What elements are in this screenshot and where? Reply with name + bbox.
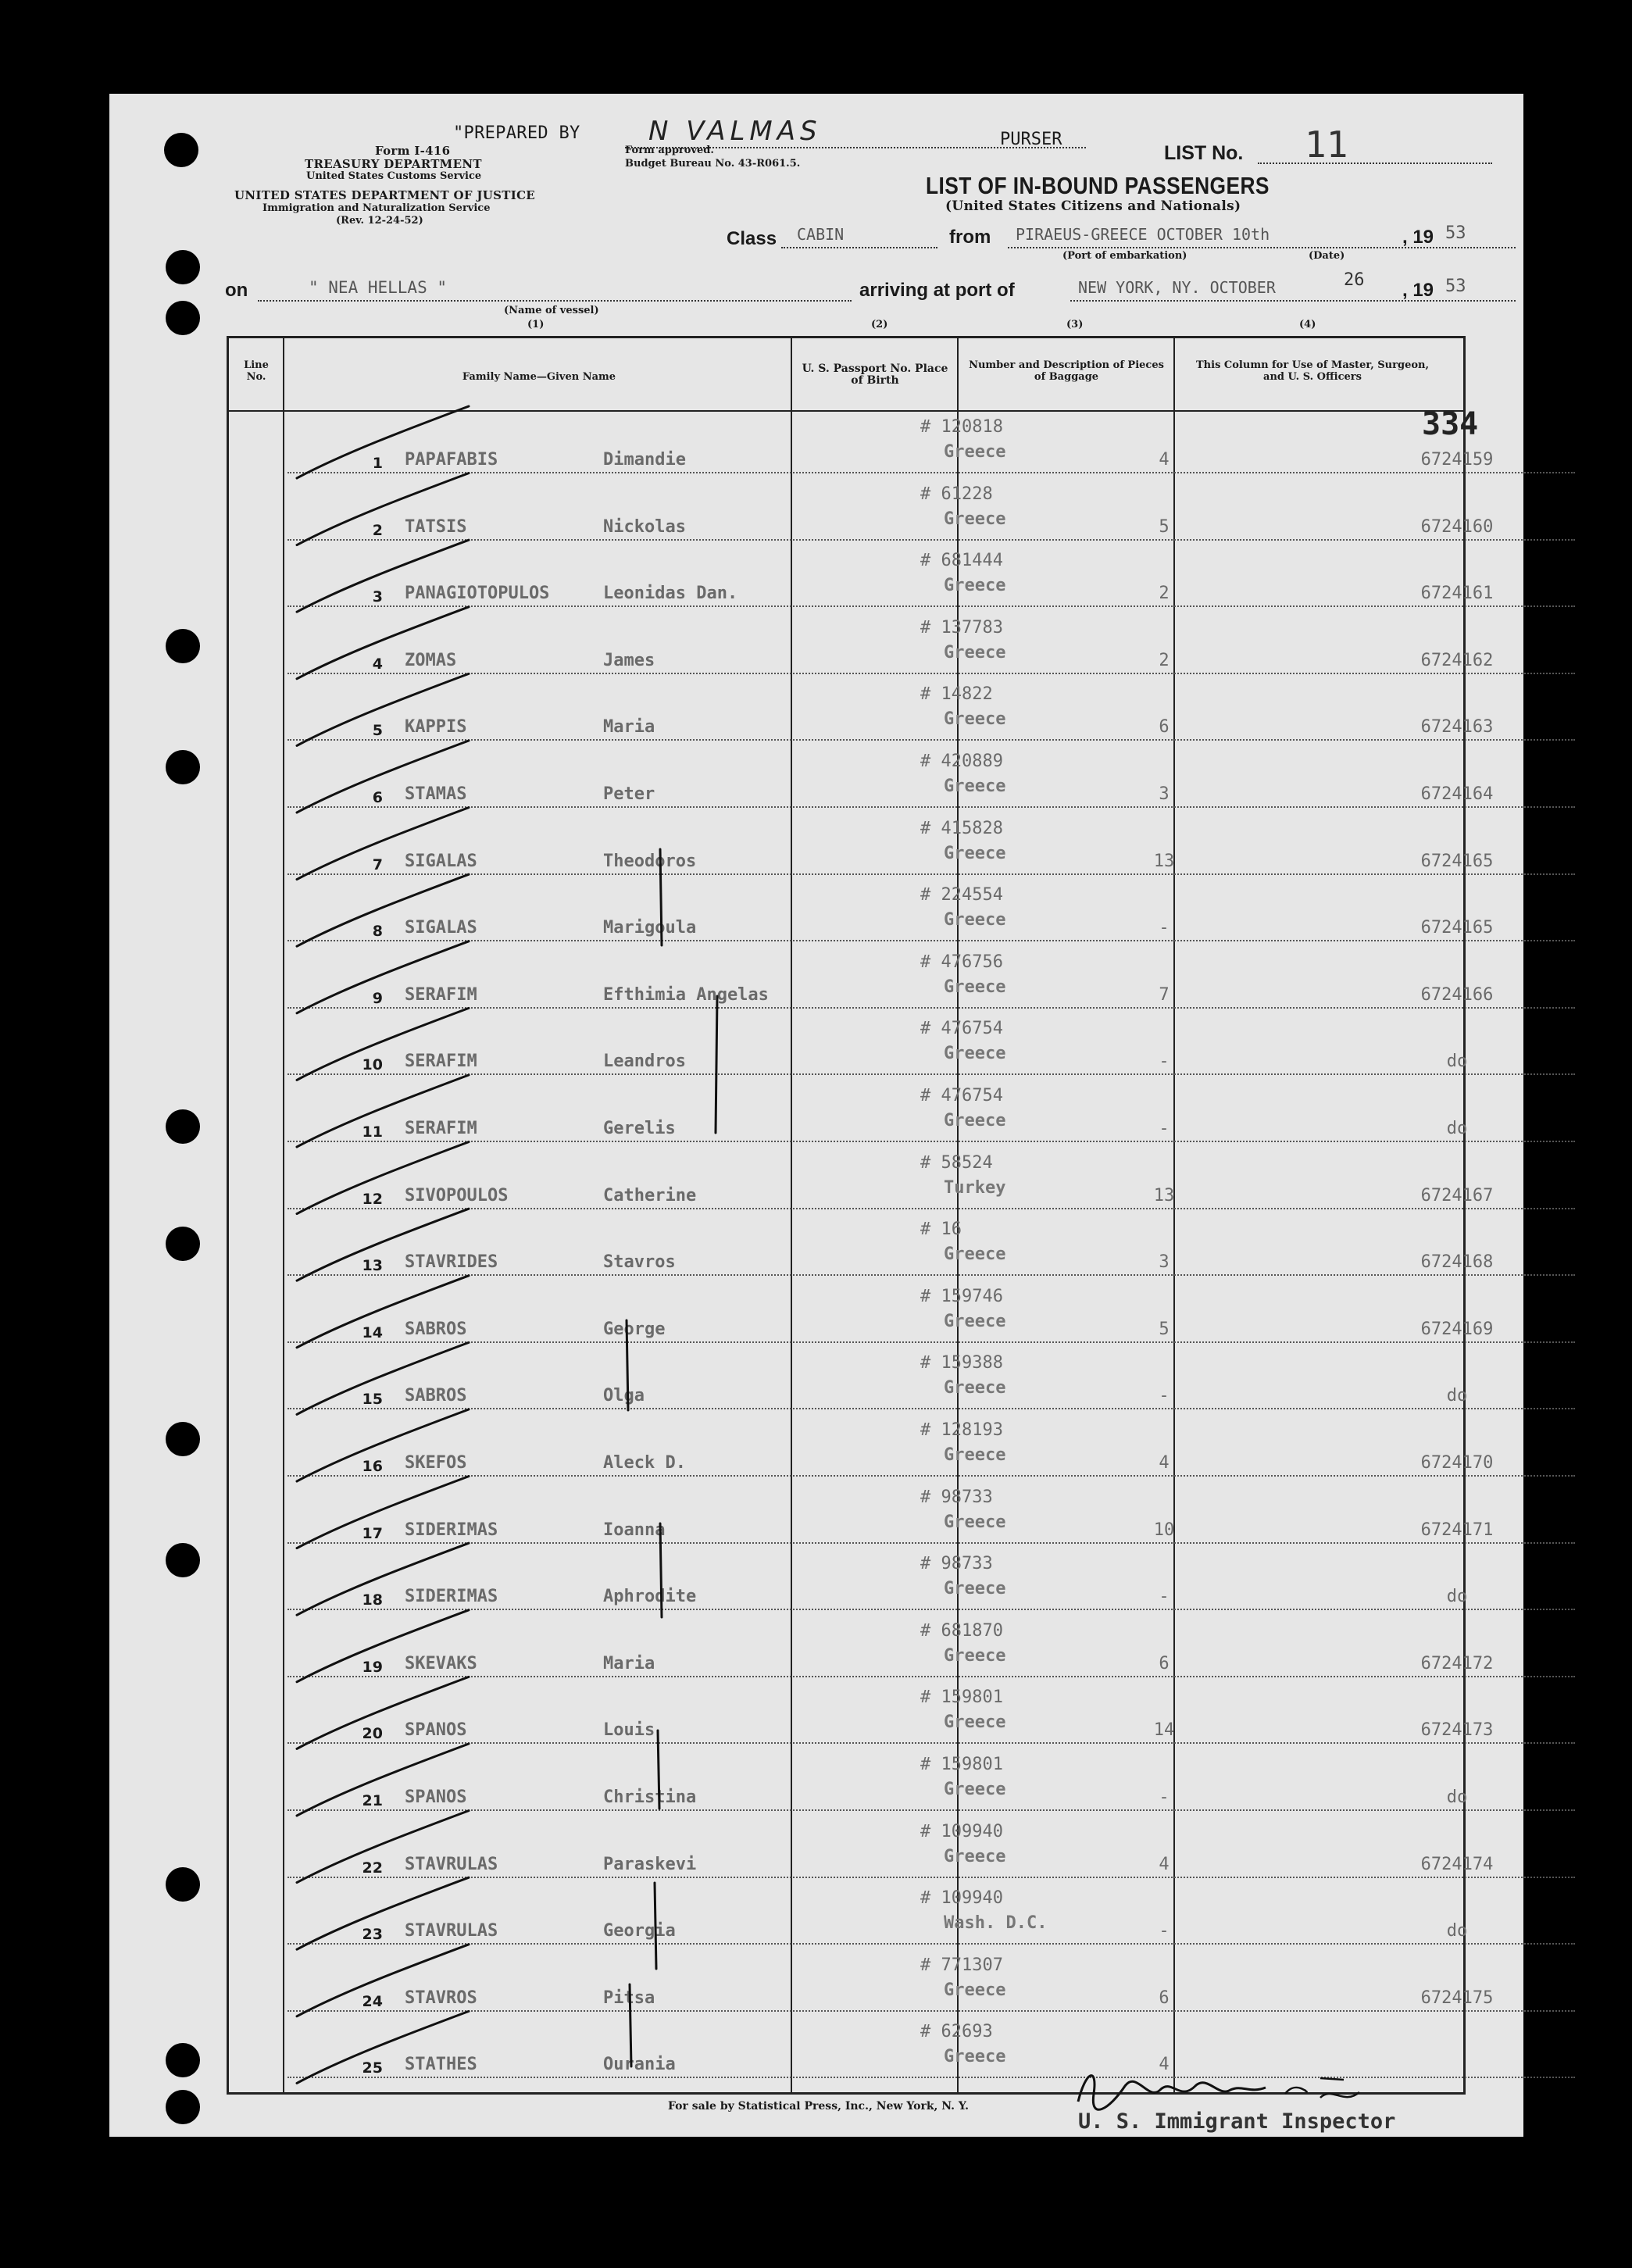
- col-4-caption: (4): [1299, 319, 1316, 330]
- col-header-officers: This Column for Use of Master, Surgeon, and U. S. Officers: [1196, 359, 1429, 383]
- passport-number: # 98733: [920, 1487, 993, 1507]
- line-number: 19: [362, 1658, 383, 1676]
- from-label: from: [949, 227, 991, 248]
- given-name: George: [603, 1319, 666, 1339]
- baggage-count: 2: [1159, 584, 1170, 604]
- check-mark: [297, 1677, 469, 1748]
- arrival-port: NEW YORK, NY. OCTOBER: [1078, 278, 1276, 297]
- baggage-count: 5: [1159, 1319, 1170, 1339]
- check-mark: [297, 1142, 469, 1214]
- given-name: Maria: [603, 1653, 655, 1673]
- form-approved: Form approved.: [625, 145, 714, 156]
- family-name: SABROS: [405, 1386, 467, 1406]
- line-number: 14: [362, 1323, 383, 1341]
- passport-number: # 120818: [920, 417, 1003, 437]
- passport-number: # 159801: [920, 1688, 1003, 1708]
- col-header-name: Family Name—Given Name: [462, 371, 616, 383]
- passport-number: # 159388: [920, 1353, 1003, 1373]
- given-name: James: [603, 650, 655, 670]
- passport-number: # 16: [920, 1220, 962, 1240]
- place-of-birth: Greece: [944, 777, 1006, 796]
- family-name: PANAGIOTOPULOS: [405, 584, 550, 604]
- place-of-birth: Greece: [944, 1512, 1006, 1532]
- passport-number: # 476756: [920, 952, 1003, 972]
- given-name: Aleck D.: [603, 1453, 686, 1473]
- family-name: SABROS: [405, 1319, 467, 1339]
- officer-number: 6724165: [1420, 851, 1494, 871]
- passport-number: # 681444: [920, 551, 1003, 571]
- family-name: SIVOPOULOS: [405, 1185, 509, 1205]
- family-name: STAVROS: [405, 1988, 477, 2008]
- manifest-page: [109, 94, 1523, 2137]
- rev-date: (Rev. 12-24-52): [336, 215, 423, 227]
- purser-label: PURSER: [1000, 130, 1062, 149]
- given-name: Pitsa: [603, 1988, 655, 2008]
- given-name: Maria: [603, 717, 655, 738]
- year-1-prefix: , 19: [1402, 227, 1434, 248]
- given-name: Ourania: [603, 2055, 676, 2075]
- baggage-count: 6: [1159, 1653, 1170, 1673]
- family-name: STAMAS: [405, 784, 467, 804]
- baggage-count: 6: [1159, 1988, 1170, 2008]
- officer-number: do: [1446, 1386, 1468, 1406]
- officer-number: 6724174: [1420, 1854, 1494, 1874]
- place-of-birth: Greece: [944, 1044, 1006, 1064]
- line-number: 21: [362, 1792, 383, 1809]
- family-name: SIGALAS: [405, 918, 477, 938]
- officer-number: 6724161: [1420, 584, 1494, 604]
- officer-number: 6724166: [1420, 984, 1494, 1005]
- date-caption: (Date): [1309, 250, 1345, 262]
- inspector-signature: [1062, 2063, 1391, 2117]
- form-subtitle: (United States Citizens and Nationals): [945, 198, 1241, 214]
- year-2-digits: 53: [1445, 277, 1466, 296]
- treasury-dept: TREASURY DEPARTMENT: [305, 157, 482, 171]
- line-number: 23: [362, 1926, 383, 1944]
- passport-number: # 62693: [920, 2022, 993, 2042]
- officer-number: 6724160: [1420, 516, 1494, 537]
- inspector-caption: U. S. Immigrant Inspector: [1078, 2109, 1396, 2134]
- baggage-count: 4: [1159, 1854, 1170, 1874]
- given-name: Ioanna: [603, 1520, 666, 1540]
- from-value: PIRAEUS-GREECE OCTOBER 10th: [1016, 225, 1270, 244]
- year-2-prefix: , 19: [1402, 280, 1434, 301]
- arriving-label: arriving at port of: [859, 280, 1015, 301]
- port-embark-caption: (Port of embarkation): [1062, 250, 1187, 262]
- given-name: Efthimia Angelas: [603, 984, 769, 1005]
- check-mark: [297, 2011, 469, 2083]
- given-name: Paraskevi: [603, 1854, 697, 1874]
- class-label: Class: [727, 228, 777, 249]
- check-mark: [297, 1075, 469, 1147]
- officer-number: 6724162: [1420, 650, 1494, 670]
- family-name: SKEVAKS: [405, 1653, 477, 1673]
- place-of-birth: Greece: [944, 2047, 1006, 2067]
- officer-number: do: [1446, 1119, 1468, 1138]
- vessel-name: " NEA HELLAS ": [309, 278, 448, 297]
- check-mark: [297, 1276, 469, 1348]
- check-mark: [297, 406, 469, 478]
- list-no-label: LIST No.: [1164, 142, 1244, 164]
- passport-number: # 224554: [920, 885, 1003, 905]
- passport-number: # 476754: [920, 1019, 1003, 1039]
- place-of-birth: Greece: [944, 1645, 1006, 1666]
- place-of-birth: Greece: [944, 1445, 1006, 1465]
- family-name: SIGALAS: [405, 851, 477, 871]
- list-no-value: 11: [1305, 123, 1348, 166]
- officer-number: 6724171: [1420, 1520, 1494, 1540]
- given-name: Theodoros: [603, 851, 697, 871]
- baggage-count: -: [1159, 1386, 1170, 1406]
- place-of-birth: Greece: [944, 642, 1006, 663]
- officer-number: 6724169: [1420, 1319, 1494, 1339]
- doj: UNITED STATES DEPARTMENT OF JUSTICE: [234, 188, 536, 202]
- check-mark: [297, 1877, 469, 1949]
- line-number: 4: [372, 655, 383, 673]
- given-name: Leonidas Dan.: [603, 584, 738, 604]
- place-of-birth: Greece: [944, 1378, 1006, 1398]
- line-number: 18: [362, 1591, 383, 1609]
- passport-number: # 681870: [920, 1620, 1003, 1641]
- form-number: Form I-416: [375, 144, 451, 158]
- col-header-line-no: Line No.: [244, 359, 269, 383]
- family-name: SKEFOS: [405, 1453, 467, 1473]
- vessel-caption: (Name of vessel): [504, 305, 599, 316]
- passport-number: # 109940: [920, 1821, 1003, 1841]
- baggage-count: 4: [1159, 2055, 1170, 2075]
- given-name: Nickolas: [603, 516, 686, 537]
- customs-service: United States Customs Service: [306, 170, 482, 182]
- place-of-birth: Greece: [944, 1111, 1006, 1130]
- baggage-count: 4: [1159, 450, 1170, 470]
- check-mark: [297, 741, 469, 813]
- line-number: 24: [362, 1992, 383, 2010]
- baggage-count: 13: [1153, 1185, 1175, 1205]
- place-of-birth: Greece: [944, 1713, 1006, 1733]
- given-name: Catherine: [603, 1185, 697, 1205]
- passport-number: # 159746: [920, 1286, 1003, 1306]
- baggage-count: 3: [1159, 1252, 1170, 1273]
- line-number: 15: [362, 1391, 383, 1409]
- baggage-count: -: [1159, 1921, 1170, 1941]
- family-name: TATSIS: [405, 516, 467, 537]
- col-header-baggage: Number and Description of Pieces of Baggage: [969, 359, 1164, 383]
- family-name: SERAFIM: [405, 1119, 477, 1138]
- line-number: 1: [372, 455, 383, 472]
- check-mark: [297, 473, 469, 545]
- line-number: 17: [362, 1524, 383, 1542]
- place-of-birth: Greece: [944, 910, 1006, 930]
- given-name: Aphrodite: [603, 1587, 697, 1607]
- place-of-birth: Wash. D.C.: [944, 1913, 1048, 1934]
- given-name: Stavros: [603, 1252, 676, 1273]
- line-number: 2: [372, 521, 383, 539]
- officer-number: do: [1446, 1052, 1468, 1072]
- line-number: 10: [362, 1056, 383, 1074]
- place-of-birth: Greece: [944, 1245, 1006, 1265]
- baggage-count: 7: [1159, 984, 1170, 1005]
- check-mark: [297, 1409, 469, 1481]
- family-name: STAVRULAS: [405, 1854, 498, 1874]
- family-name: SERAFIM: [405, 984, 477, 1005]
- check-mark: [297, 1744, 469, 1816]
- check-mark: [297, 941, 469, 1013]
- place-of-birth: Greece: [944, 576, 1006, 596]
- officer-number: 6724167: [1420, 1185, 1494, 1205]
- given-name: Louis: [603, 1720, 655, 1741]
- place-of-birth: Greece: [944, 1780, 1006, 1799]
- line-number: 13: [362, 1257, 383, 1275]
- baggage-count: 3: [1159, 784, 1170, 804]
- passport-number: # 98733: [920, 1554, 993, 1574]
- prepared-by-label: "PREPARED BY: [453, 123, 580, 143]
- place-of-birth: Greece: [944, 1579, 1006, 1599]
- col-header-passport: U. S. Passport No. Place of Birth: [802, 363, 948, 387]
- passport-number: # 109940: [920, 1888, 1003, 1909]
- line-number: 8: [372, 923, 383, 941]
- baggage-count: 13: [1153, 851, 1175, 871]
- place-of-birth: Greece: [944, 509, 1006, 529]
- baggage-count: -: [1159, 1052, 1170, 1072]
- family-name: SIDERIMAS: [405, 1587, 498, 1607]
- officer-number: 6724172: [1420, 1653, 1494, 1673]
- officer-number: 6724168: [1420, 1252, 1494, 1273]
- passport-number: # 137783: [920, 617, 1003, 638]
- passport-number: # 415828: [920, 818, 1003, 838]
- officer-number: do: [1446, 1587, 1468, 1607]
- line-number: 3: [372, 588, 383, 606]
- family-name: PAPAFABIS: [405, 450, 498, 470]
- officer-number: do: [1446, 1921, 1468, 1941]
- passport-number: # 159801: [920, 1755, 1003, 1774]
- line-number: 16: [362, 1458, 383, 1475]
- officer-number: do: [1446, 1788, 1468, 1807]
- place-of-birth: Greece: [944, 843, 1006, 863]
- family-name: STAVRULAS: [405, 1921, 498, 1941]
- officer-number: 6724173: [1420, 1720, 1494, 1741]
- line-number: 11: [362, 1123, 383, 1141]
- check-mark: [297, 808, 469, 880]
- baggage-count: -: [1159, 1788, 1170, 1807]
- place-of-birth: Turkey: [944, 1177, 1006, 1198]
- officer-number: 6724175: [1420, 1988, 1494, 2008]
- line-number: 6: [372, 789, 383, 806]
- given-name: Dimandie: [603, 450, 686, 470]
- given-name: Georgia: [603, 1921, 676, 1941]
- on-label: on: [225, 280, 248, 301]
- line-number: 5: [372, 722, 383, 740]
- family-name: ZOMAS: [405, 650, 457, 670]
- place-of-birth: Greece: [944, 709, 1006, 730]
- given-name: Christina: [603, 1788, 697, 1807]
- line-number: 12: [362, 1190, 383, 1208]
- ins: Immigration and Naturalization Service: [262, 202, 491, 214]
- family-name: SPANOS: [405, 1720, 467, 1741]
- baggage-count: 10: [1153, 1520, 1175, 1540]
- officer-number: 6724163: [1420, 717, 1494, 738]
- place-of-birth: Greece: [944, 1980, 1006, 2000]
- check-mark: [297, 540, 469, 612]
- passport-number: # 771307: [920, 1955, 1003, 1975]
- line-number: 7: [372, 855, 383, 873]
- officer-number: 6724159: [1420, 450, 1494, 470]
- family-name: SPANOS: [405, 1788, 467, 1807]
- check-mark: [297, 1945, 469, 2016]
- check-mark: [297, 1610, 469, 1682]
- class-value: CABIN: [797, 225, 845, 244]
- arrival-day: 26: [1344, 270, 1365, 290]
- family-name: SERAFIM: [405, 1052, 477, 1072]
- place-of-birth: Greece: [944, 1311, 1006, 1331]
- check-mark: [297, 607, 469, 679]
- passport-number: # 128193: [920, 1420, 1003, 1440]
- family-name: STATHES: [405, 2055, 477, 2075]
- baggage-count: -: [1159, 1587, 1170, 1607]
- line-number: 9: [372, 989, 383, 1007]
- officer-number: 6724164: [1420, 784, 1494, 804]
- baggage-count: 6: [1159, 717, 1170, 738]
- officer-number: 6724165: [1420, 918, 1494, 938]
- baggage-count: 2: [1159, 650, 1170, 670]
- form-title: LIST OF IN-BOUND PASSENGERS: [926, 172, 1270, 199]
- given-name: Gerelis: [603, 1119, 676, 1138]
- baggage-count: 4: [1159, 1453, 1170, 1473]
- passport-number: # 61228: [920, 484, 993, 504]
- check-mark: [297, 1477, 469, 1548]
- officer-number: 6724170: [1420, 1453, 1494, 1473]
- place-of-birth: Greece: [944, 977, 1006, 997]
- check-mark: [297, 874, 469, 946]
- place-of-birth: Greece: [944, 1846, 1006, 1866]
- passport-number: # 420889: [920, 752, 1003, 771]
- budget-bureau: Budget Bureau No. 43-R061.5.: [625, 158, 801, 170]
- passport-number: # 58524: [920, 1152, 993, 1173]
- prepared-by-name: N VALMAS: [648, 116, 822, 147]
- col-2-caption: (2): [871, 319, 888, 330]
- baggage-count: 14: [1153, 1720, 1175, 1741]
- handwritten-checkmarks: [109, 94, 1523, 2137]
- line-number: 25: [362, 2059, 383, 2077]
- check-mark: [297, 1811, 469, 1883]
- check-mark: [297, 673, 469, 745]
- year-1-digits: 53: [1445, 223, 1466, 243]
- family-name: KAPPIS: [405, 717, 467, 738]
- baggage-count: -: [1159, 918, 1170, 938]
- check-mark: [297, 1342, 469, 1414]
- page-number: 334: [1422, 406, 1479, 442]
- check-mark: [297, 1543, 469, 1615]
- col-3-caption: (3): [1066, 319, 1084, 330]
- baggage-count: 5: [1159, 516, 1170, 537]
- vessel-colno: (1): [527, 319, 545, 330]
- family-name: STAVRIDES: [405, 1252, 498, 1273]
- given-name: Olga: [603, 1386, 645, 1406]
- check-mark: [297, 1209, 469, 1280]
- place-of-birth: Greece: [944, 442, 1006, 462]
- line-number: 20: [362, 1725, 383, 1743]
- family-name: SIDERIMAS: [405, 1520, 498, 1540]
- line-number: 22: [362, 1859, 383, 1877]
- given-name: Marigoula: [603, 918, 697, 938]
- given-name: Peter: [603, 784, 655, 804]
- given-name: Leandros: [603, 1052, 686, 1072]
- publisher-line: For sale by Statistical Press, Inc., New York, N. Y.: [668, 2100, 969, 2113]
- passport-number: # 14822: [920, 684, 993, 705]
- baggage-count: -: [1159, 1119, 1170, 1138]
- passport-number: # 476754: [920, 1086, 1003, 1105]
- check-mark: [297, 1008, 469, 1080]
